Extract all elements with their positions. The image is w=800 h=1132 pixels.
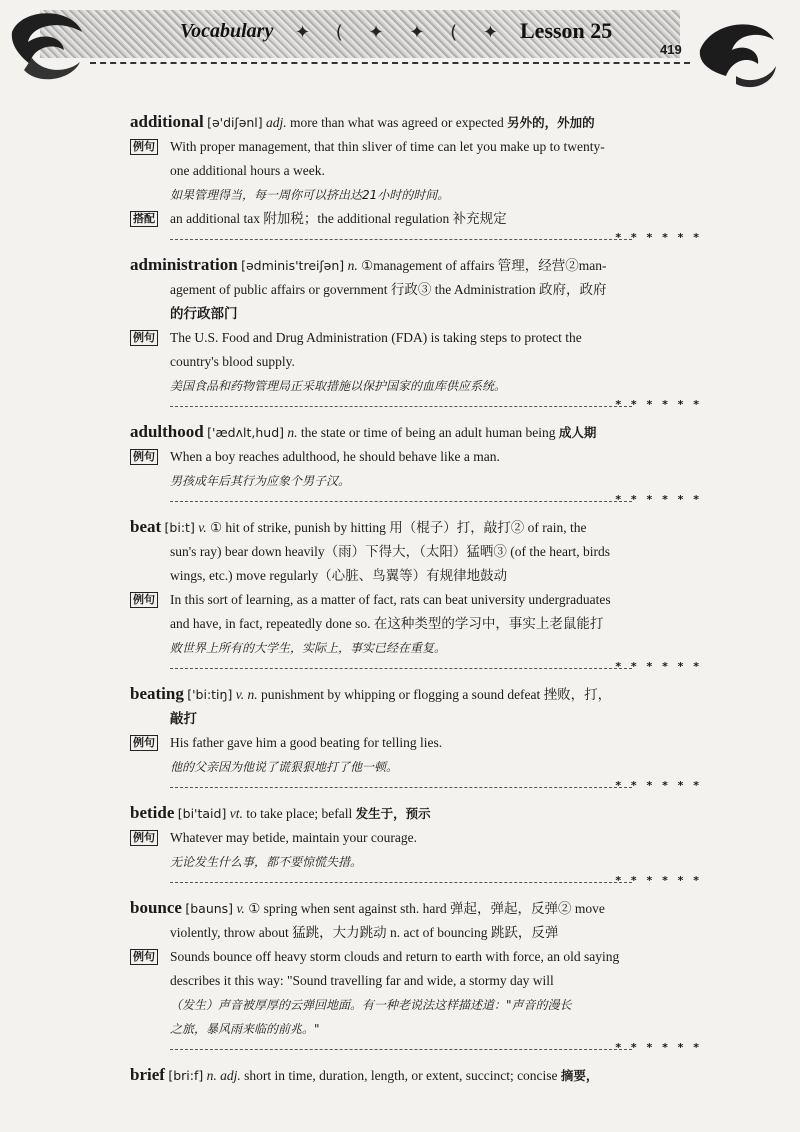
definition-cn: 摘要，	[560, 1068, 599, 1083]
example	[130, 826, 702, 850]
definition-line: 敲打	[170, 711, 197, 727]
entry-adulthood	[130, 420, 702, 509]
part-of-speech: n.	[287, 425, 298, 440]
example-translation: （发生）声音被厚厚的云弹回地面。有一种老说法这样描述道："声音的漫长	[170, 998, 572, 1012]
entry-head	[130, 253, 702, 278]
example-translation: 美国食品和药物管理局正采取措施以保护国家的血库供应系统。	[170, 379, 507, 393]
definition: to take place; befall	[246, 806, 353, 821]
example-line: In this sort of learning, as a matter of fact, rats can beat university undergraduates	[170, 592, 611, 607]
part-of-speech: v.	[198, 520, 207, 535]
definition: ①management of affairs 管理，经营②man-	[361, 258, 607, 273]
example-translation: 男孩成年后其行为应象个男子汉。	[170, 474, 351, 488]
header-lesson: Lesson 25	[520, 18, 613, 43]
definition: the state or time of being an adult human being	[300, 425, 556, 440]
entry-head	[130, 420, 702, 445]
example-line: His father gave him a good beating for telling lies.	[170, 735, 443, 750]
example-tag: 例句	[130, 330, 158, 346]
example-tag: 例句	[130, 735, 158, 751]
example-translation: 之旅，暴风雨来临的前兆。"	[170, 1022, 320, 1036]
entry-head	[130, 1063, 702, 1088]
example-line: describes it this way: "Sound travelling far and wide, a stormy day will	[170, 973, 554, 988]
vocabulary-list	[130, 110, 702, 1088]
example-line: Sounds bounce off heavy storm clouds and return to earth with force, an old saying	[170, 949, 620, 964]
headword: beat	[130, 517, 162, 536]
example-translation: 如果管理得当，每一周你可以挤出达21小时的时间。	[170, 188, 450, 202]
phonetic: [bi'taid]	[177, 806, 227, 821]
example-line: When a boy reaches adulthood, he should behave like a man.	[170, 449, 500, 464]
phonetic: [bauns]	[185, 901, 234, 916]
collocation-tag: 搭配	[130, 211, 158, 227]
definition-line: sun's ray) bear down heavily（雨）下得大，（太阳）猛晒③ (of the heart, birds	[170, 544, 610, 559]
entry-brief	[130, 1063, 702, 1088]
part-of-speech: vt.	[229, 806, 243, 821]
entry-beat	[130, 515, 702, 676]
example-tag: 例句	[130, 139, 158, 155]
entry-administration	[130, 253, 702, 414]
collocation	[130, 207, 702, 231]
definition: punishment by whipping or flogging a sound defeat 挫败，打，	[260, 687, 612, 702]
example	[130, 326, 702, 350]
definition-cn: 成人期	[558, 425, 597, 440]
swirl-ornament-icon	[692, 10, 782, 90]
example-line: and have, in fact, repeatedly done so. 在这种类型的学习中，事实上老鼠能打	[170, 616, 604, 631]
headword: betide	[130, 803, 175, 822]
phonetic: [bri:f]	[168, 1068, 204, 1083]
definition: ① spring when sent against sth. hard 弹起，弹起，反弹② move	[248, 901, 605, 916]
entry-head	[130, 682, 702, 707]
collocation-text: an additional tax 附加税；the additional regulation 补充规定	[170, 211, 507, 226]
example-translation: 无论发生什么事，都不要惊慌失措。	[170, 855, 363, 869]
header-decorative-glyphs: ✦ ( ✦ ✦ ( ✦	[295, 22, 508, 43]
example-line: one additional hours a week.	[170, 163, 325, 178]
example	[130, 945, 702, 969]
phonetic: [ədminis'treiʃən]	[241, 258, 345, 273]
header-dashed-rule	[90, 62, 690, 64]
example	[130, 445, 702, 469]
entry-separator: * * * * * *	[130, 233, 702, 247]
example-translation: 败世界上所有的大学生，实际上，事实已经在重复。	[170, 641, 447, 655]
headword: beating	[130, 684, 184, 703]
example	[130, 135, 702, 159]
phonetic: [ə'diʃənl]	[207, 115, 263, 130]
headword: administration	[130, 255, 238, 274]
entry-separator: * * * * * *	[130, 495, 702, 509]
entry-separator: * * * * * *	[130, 662, 702, 676]
entry-betide	[130, 801, 702, 890]
phonetic: ['bi:tiŋ]	[187, 687, 233, 702]
headword: bounce	[130, 898, 182, 917]
example-line: The U.S. Food and Drug Administration (FDA) is taking steps to protect the	[170, 330, 582, 345]
entry-separator: * * * * * *	[130, 400, 702, 414]
entry-head	[130, 801, 702, 826]
example	[130, 588, 702, 612]
swirl-logo-icon	[2, 2, 90, 86]
definition-cn: 另外的，外加的	[507, 115, 595, 130]
part-of-speech: adj.	[266, 115, 287, 130]
example-translation: 他的父亲因为他说了谎狠狠地打了他一顿。	[170, 760, 399, 774]
entry-beating	[130, 682, 702, 795]
entry-separator: * * * * * *	[130, 876, 702, 890]
entry-head	[130, 515, 702, 540]
example-line: Whatever may betide, maintain your courage.	[170, 830, 418, 845]
part-of-speech: v.	[236, 901, 245, 916]
definition: short in time, duration, length, or extent, succinct; concise	[244, 1068, 558, 1083]
entry-bounce	[130, 896, 702, 1057]
part-of-speech: n. adj.	[206, 1068, 241, 1083]
phonetic: ['ædʌlt,hud]	[207, 425, 285, 440]
part-of-speech: v. n.	[235, 687, 258, 702]
example-line: country's blood supply.	[170, 354, 295, 369]
header-title: Vocabulary	[180, 20, 274, 42]
definition: ① hit of strike, punish by hitting 用（棍子）打，敲打② of rain, the	[209, 520, 587, 535]
headword: additional	[130, 112, 204, 131]
example-line: With proper management, that thin sliver of time can let you make up to twenty-	[170, 139, 605, 154]
phonetic: [bi:t]	[164, 520, 195, 535]
example	[130, 731, 702, 755]
page-header	[0, 0, 800, 92]
example-tag: 例句	[130, 449, 158, 465]
entry-head	[130, 110, 702, 135]
headword: adulthood	[130, 422, 204, 441]
definition-line: agement of public affairs or government 行政③ the Administration 政府，政府	[170, 282, 607, 297]
example-tag: 例句	[130, 830, 158, 846]
example-tag: 例句	[130, 592, 158, 608]
entry-separator: * * * * * *	[130, 781, 702, 795]
headword: brief	[130, 1065, 165, 1084]
page-number: 419	[660, 42, 682, 57]
definition-line: violently, throw about 猛跳，大力跳动 n. act of bouncing 跳跃，反弹	[170, 925, 559, 940]
part-of-speech: n.	[347, 258, 358, 273]
definition-cn: 发生于，预示	[355, 806, 431, 821]
definition: more than what was agreed or expected	[290, 115, 504, 130]
definition-line: wings, etc.) move regularly（心脏、鸟翼等）有规律地鼓动	[170, 568, 508, 583]
definition-line: 的行政部门	[170, 306, 238, 322]
example-tag: 例句	[130, 949, 158, 965]
entry-separator: * * * * * *	[130, 1043, 702, 1057]
entry-additional	[130, 110, 702, 247]
entry-head	[130, 896, 702, 921]
